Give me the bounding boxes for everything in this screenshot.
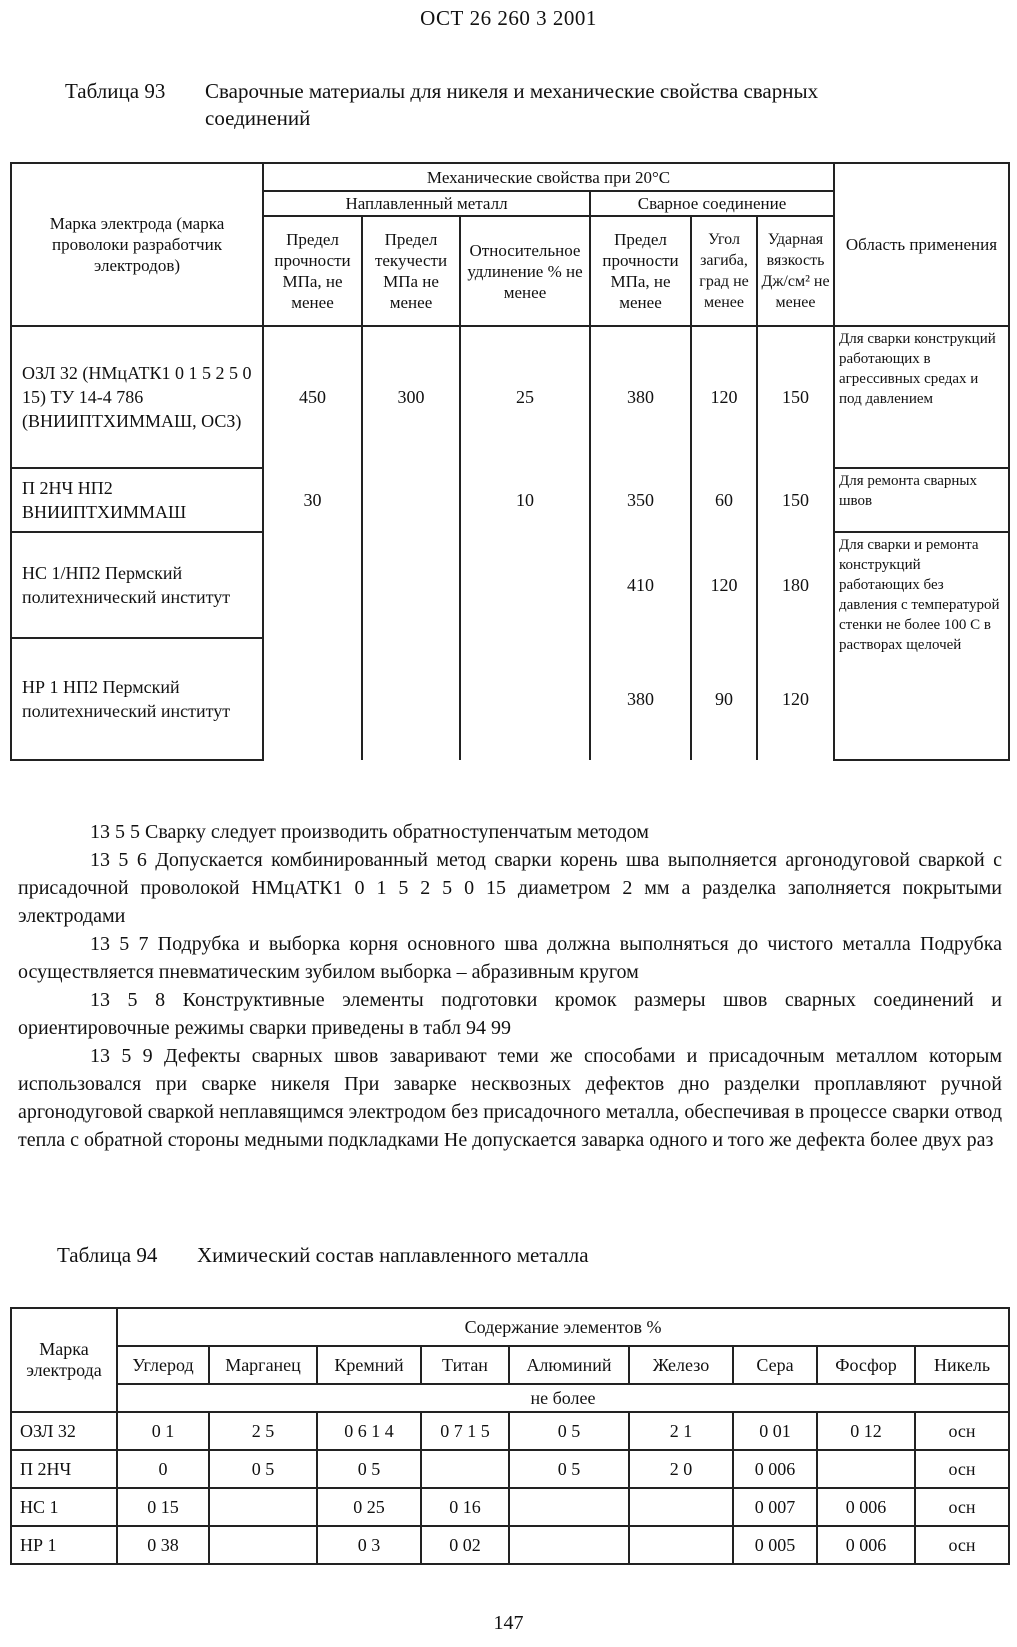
cell-area: Для сварки конструкций работающих в агрессивных средах и под давлением [834,326,1009,468]
table-row [11,1526,1009,1564]
cell-value: 0 16 [421,1488,509,1526]
body-text [18,818,1002,1154]
header-impact: Ударная вязкость Дж/см² не менее [757,216,834,326]
header-element: Марганец [209,1346,317,1384]
table-row [11,1450,1009,1488]
cell-strength [263,532,362,638]
header-element: Сера [733,1346,817,1384]
row-mark: НР 1 НП2 Пермский политехнический институт [11,638,263,760]
header-not-more-than: не более [117,1384,1009,1412]
cell-value: 0 12 [817,1412,915,1450]
header-content: Содержание элементов % [117,1308,1009,1346]
cell-value: 0 1 [117,1412,209,1450]
header-deposited-metal: Наплавленный металл [263,191,590,216]
row-mark: П 2НЧ НП2 ВНИИПТХИММАШ [11,468,263,532]
cell-elongation: 25 [460,326,590,468]
cell-value: 0 006 [817,1488,915,1526]
table-row [11,1488,1009,1526]
header-mech-properties: Механические свойства при 20°С [263,163,834,191]
cell-value: 0 6 1 4 [317,1412,421,1450]
header-elongation: Относительное удлинение % не менее [460,216,590,326]
cell-bend: 120 [691,326,757,468]
cell-impact: 120 [757,638,834,760]
cell-strength: 450 [263,326,362,468]
cell-value: 0 5 [317,1450,421,1488]
cell-value: осн [915,1526,1009,1564]
row-mark: ОЗЛ 32 (НМцАТК1 0 1 5 2 5 0 15) ТУ 14-4 786 (ВНИИПТХИММАШ, ОСЗ) [11,326,263,468]
table-94 [10,1307,1010,1565]
cell-value [509,1526,629,1564]
cell-area-merged: Для сварки и ремонта конструкций работающих без давления с температурой стенки не более 100 С в растворах щелочей [834,532,1009,760]
paragraph: 13 5 8 Конструктивные элементы подготовки кромок размеры швов сварных соединений и ориентировочные режимы сварки приведены в табл 94 99 [18,989,1002,1039]
cell-value [209,1488,317,1526]
cell-value: 2 5 [209,1412,317,1450]
cell-value [817,1450,915,1488]
cell-elongation [460,638,590,760]
document-header: ОСТ 26 260 3 2001 [420,6,597,30]
header-element: Кремний [317,1346,421,1384]
header-element: Железо [629,1346,733,1384]
cell-value: 0 [117,1450,209,1488]
cell-value: 0 25 [317,1488,421,1526]
table94-number: Таблица 94 [57,1243,158,1267]
cell-yield [362,638,460,760]
cell-elongation [460,532,590,638]
cell-joint-strength: 410 [590,532,691,638]
cell-joint-strength: 380 [590,326,691,468]
cell-area: Для ремонта сварных швов [834,468,1009,532]
table-row [11,1412,1009,1450]
cell-value: 0 5 [209,1450,317,1488]
cell-value: осн [915,1412,1009,1450]
header-element: Углерод [117,1346,209,1384]
cell-yield: 300 [362,326,460,468]
cell-bend: 60 [691,468,757,532]
cell-value: осн [915,1450,1009,1488]
table93-number: Таблица 93 [65,79,166,103]
cell-value [421,1450,509,1488]
table-row [11,468,1009,532]
row-mark: ОЗЛ 32 [11,1412,117,1450]
cell-bend: 120 [691,532,757,638]
header-element: Алюминий [509,1346,629,1384]
cell-value [629,1488,733,1526]
cell-value: 0 005 [733,1526,817,1564]
row-mark: НР 1 [11,1526,117,1564]
header-mark: Марка электрода (марка проволоки разработчик электродов) [11,163,263,326]
cell-value: 0 5 [509,1450,629,1488]
row-mark: НС 1/НП2 Пермский политехнический институт [11,532,263,638]
cell-value: 2 1 [629,1412,733,1450]
cell-joint-strength: 380 [590,638,691,760]
cell-impact: 180 [757,532,834,638]
cell-impact: 150 [757,468,834,532]
cell-value: осн [915,1488,1009,1526]
header-welded-joint: Сварное соединение [590,191,834,216]
cell-elongation: 10 [460,468,590,532]
header-joint-strength: Предел прочности МПа, не менее [590,216,691,326]
cell-impact: 150 [757,326,834,468]
cell-value: 0 3 [317,1526,421,1564]
paragraph: 13 5 6 Допускается комбинированный метод сварки корень шва выполняется аргонодуговой сваркой с присадочной проволокой НМцАТК1 0 1 5 2 5 0 15 диаметром 2 мм а разделка заполняется покрытыми электродами [18,849,1002,927]
table93-title: Сварочные материалы для никеля и механические свойства сварных соединений [205,79,819,130]
cell-value: 0 15 [117,1488,209,1526]
cell-yield [362,532,460,638]
cell-value: 0 02 [421,1526,509,1564]
table-93 [10,162,1010,761]
paragraph: 13 5 5 Сварку следует производить обратноступенчатым методом [90,821,649,843]
cell-yield [362,468,460,532]
header-element: Титан [421,1346,509,1384]
header-area: Область применения [834,163,1009,326]
cell-value: 0 38 [117,1526,209,1564]
header-mark: Марка электрода [11,1308,117,1412]
table94-caption [57,1242,957,1269]
cell-value: 2 0 [629,1450,733,1488]
cell-joint-strength: 350 [590,468,691,532]
cell-strength [263,638,362,760]
row-mark: НС 1 [11,1488,117,1526]
cell-value: 0 7 1 5 [421,1412,509,1450]
table-row [11,532,1009,638]
cell-value [629,1526,733,1564]
header-element: Фосфор [817,1346,915,1384]
cell-value: 0 006 [817,1526,915,1564]
header-bend-angle: Угол загиба, град не менее [691,216,757,326]
paragraph: 13 5 7 Подрубка и выборка корня основного шва должна выполняться до чистого металла Подрубка осуществляется пневматическим зубилом выборка – абразивным кругом [18,933,1002,983]
table93-caption [65,78,965,132]
header-element: Никель [915,1346,1009,1384]
table-row [11,326,1009,468]
cell-value: 0 5 [509,1412,629,1450]
header-yield: Предел текучести МПа не менее [362,216,460,326]
cell-bend: 90 [691,638,757,760]
paragraph: 13 5 9 Дефекты сварных швов заваривают теми же способами и присадочным металлом которым использовался при сварке никеля При заварке несквозных дефектов дно разделки проплавляют ручной аргонодуговой сваркой неплавящимся электродом без присадочного металла, обеспечивая в процессе сварки отвод тепла с обратной стороны медными подкладками Не допускается заварка одного и того же дефекта более двух раз [18,1045,1002,1151]
cell-value: 0 007 [733,1488,817,1526]
table94-title: Химический состав наплавленного металла [197,1243,589,1267]
cell-strength: 30 [263,468,362,532]
cell-value [209,1526,317,1564]
row-mark: П 2НЧ [11,1450,117,1488]
header-strength: Предел прочности МПа, не менее [263,216,362,326]
cell-value: 0 01 [733,1412,817,1450]
page-number: 147 [493,1612,524,1634]
cell-value: 0 006 [733,1450,817,1488]
cell-value [509,1488,629,1526]
